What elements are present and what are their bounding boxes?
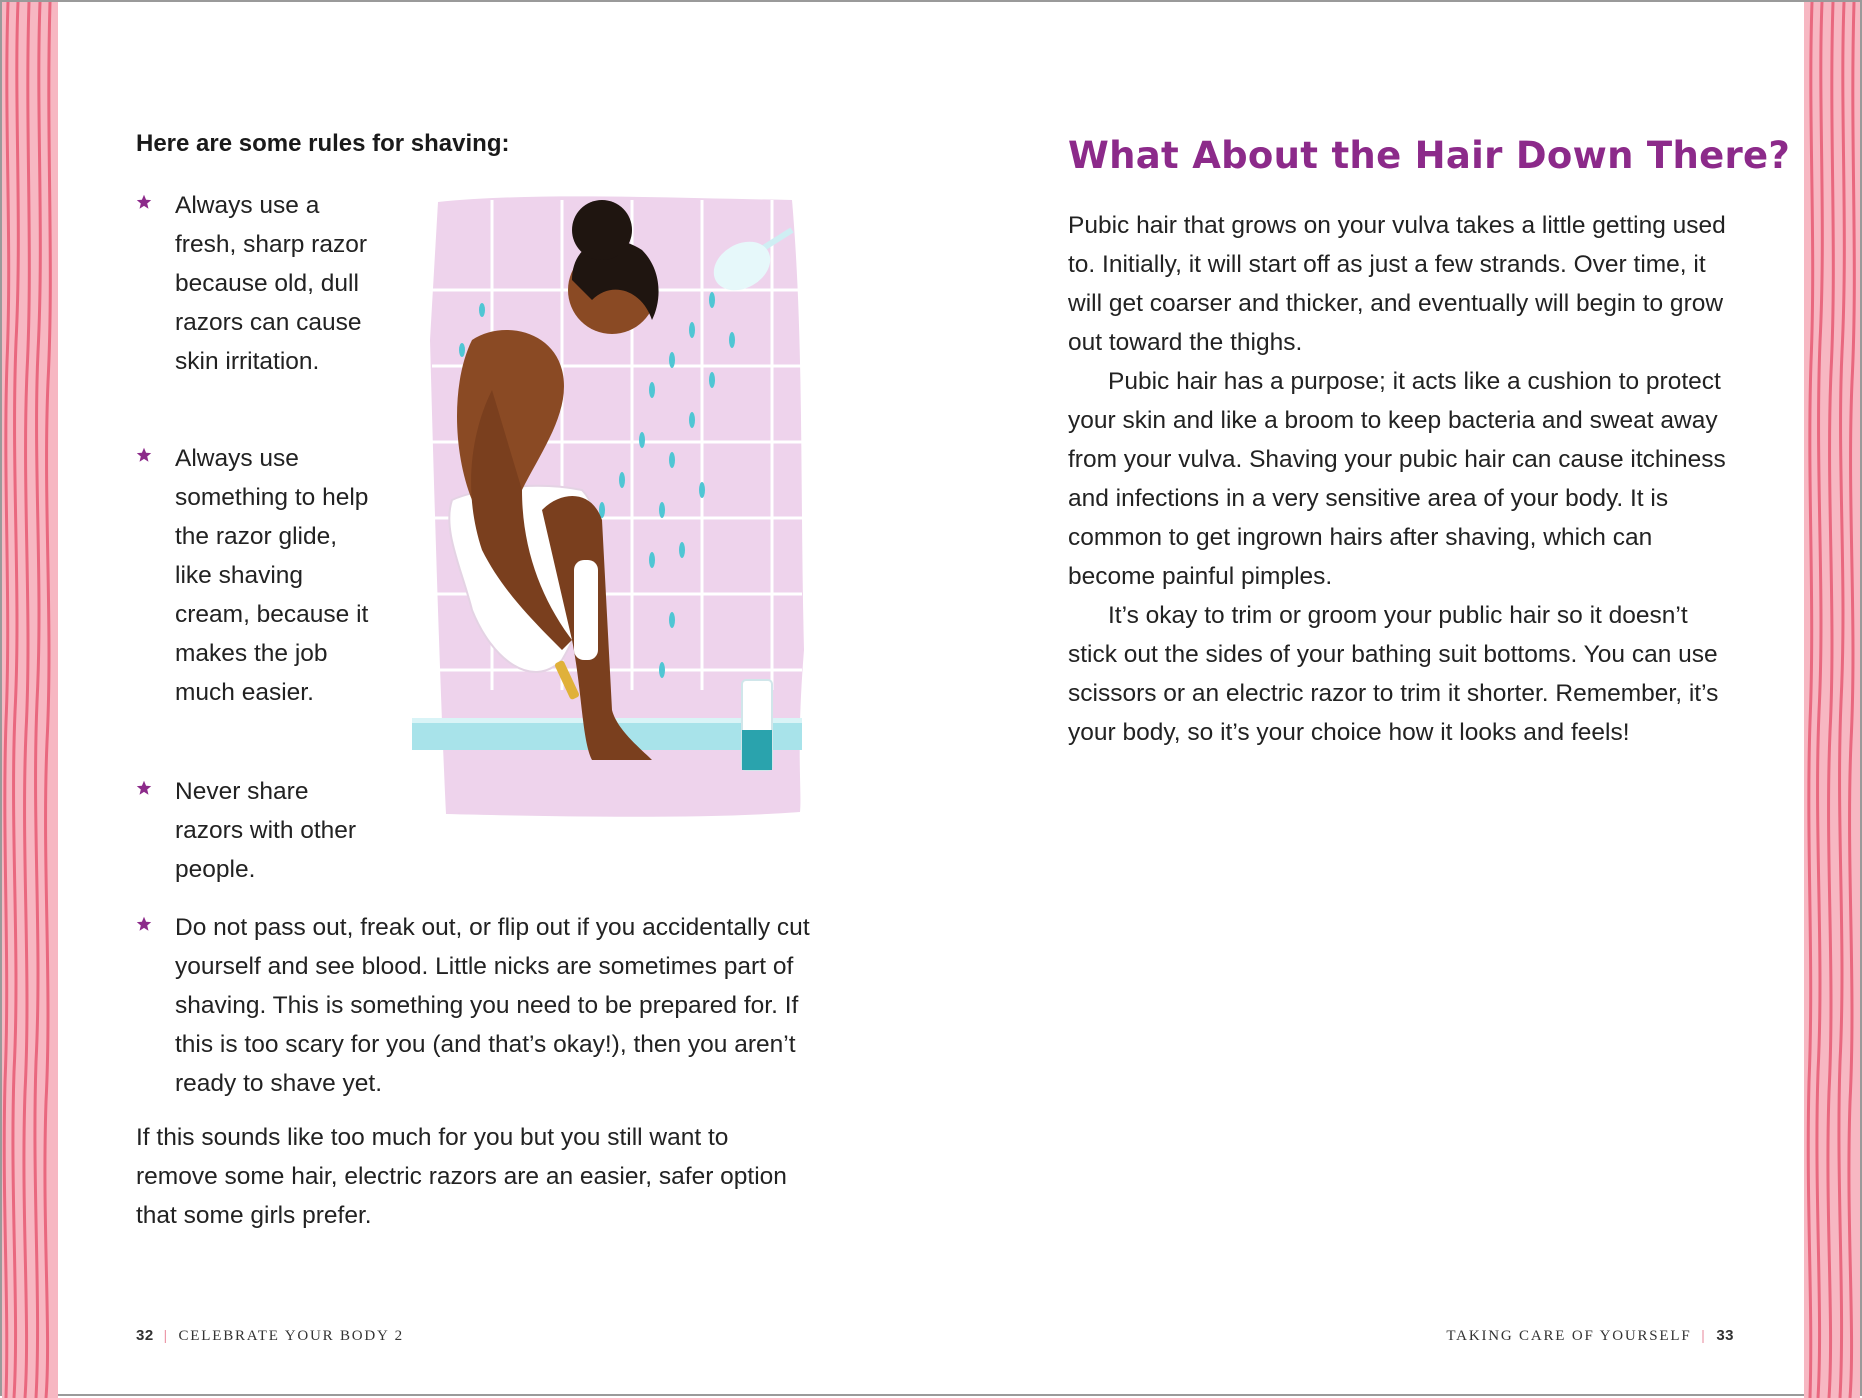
bullet-text: Always use a fresh, sharp razor because old, dull razors can cause skin irritation. <box>175 192 367 375</box>
section-title: What About the Hair Down There? <box>1068 134 1791 177</box>
shower-shaving-illustration <box>412 190 808 820</box>
page-number: 33 <box>1716 1327 1734 1344</box>
right-page-edge-decoration <box>1804 2 1860 1398</box>
bullet-text: Do not pass out, freak out, or flip out if you accidentally cut yourself and see blood. Little nicks are sometimes part of shaving. This is something you need to be prepared for. If this is too scary for you (and that’s okay!), then you aren’t ready to shave yet. <box>175 914 810 1097</box>
running-title: TAKING CARE OF YOURSELF <box>1446 1328 1692 1344</box>
body-paragraph: It’s okay to trim or groom your public hair so it doesn’t stick out the sides of your bathing suit bottoms. You can use scissors or an electric razor to trim it shorter. Remember, it’s your body, so it’s your choice how it looks and feels! <box>1068 602 1719 746</box>
footer-separator: | <box>163 1328 169 1344</box>
bullet-text: Never share razors with other people. <box>175 778 357 883</box>
running-title: CELEBRATE YOUR BODY 2 <box>178 1328 404 1344</box>
star-icon <box>136 780 152 796</box>
closing-paragraph: If this sounds like too much for you but you still want to remove some hair, electric razors are an easier, safer option that some girls prefer. <box>136 1124 787 1229</box>
star-icon <box>136 194 152 210</box>
footer-separator: | <box>1701 1328 1707 1344</box>
bullet-text: Always use something to help the razor glide, like shaving cream, because it makes the job much easier. <box>175 445 369 706</box>
body-paragraph: Pubic hair has a purpose; it acts like a cushion to protect your skin and like a broom to keep bacteria and sweat away from your vulva. Shaving your pubic hair can cause itchiness and infections in a very sensitive area of your body. It is common to get ingrown hairs after shaving, which can become painful pimples. <box>1068 368 1726 590</box>
rules-heading: Here are some rules for shaving: <box>136 130 510 157</box>
left-page-edge-decoration <box>2 2 58 1398</box>
footer-right <box>1446 1327 1734 1345</box>
body-paragraph: Pubic hair that grows on your vulva takes a little getting used to. Initially, it will start off as just a few strands. Over time, it will get coarser and thicker, and eventually will begin to grow out toward the thighs. <box>1068 212 1726 356</box>
page-number: 32 <box>136 1327 154 1344</box>
footer-left <box>136 1327 404 1345</box>
star-icon <box>136 916 152 932</box>
star-icon <box>136 447 152 463</box>
